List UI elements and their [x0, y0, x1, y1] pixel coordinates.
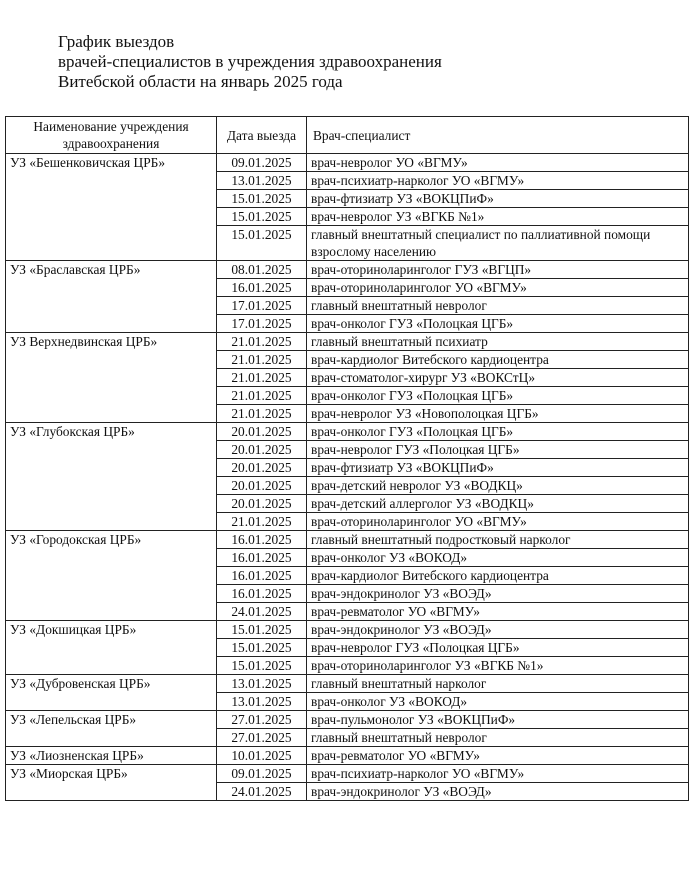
date-cell: 16.01.2025 [217, 567, 307, 585]
doctor-cell: врач-онколог УЗ «ВОКОД» [307, 549, 689, 567]
doctor-cell: врач-психиатр-нарколог УО «ВГМУ» [307, 172, 689, 190]
document-title [58, 32, 442, 92]
date-cell: 21.01.2025 [217, 369, 307, 387]
doctor-cell: главный внештатный нарколог [307, 675, 689, 693]
institution-cell: УЗ «Браславская ЦРБ» [6, 261, 217, 333]
date-cell: 24.01.2025 [217, 603, 307, 621]
doctor-cell: врач-детский аллерголог УЗ «ВОДКЦ» [307, 495, 689, 513]
date-cell: 21.01.2025 [217, 513, 307, 531]
doctor-cell: врач-онколог ГУЗ «Полоцкая ЦГБ» [307, 315, 689, 333]
title-line-1: График выездов [58, 32, 175, 51]
institution-cell: УЗ «Лиозненская ЦРБ» [6, 747, 217, 765]
institution-cell: УЗ «Глубокская ЦРБ» [6, 423, 217, 531]
date-cell: 16.01.2025 [217, 531, 307, 549]
doctor-cell: врач-эндокринолог УЗ «ВОЭД» [307, 621, 689, 639]
date-cell: 20.01.2025 [217, 477, 307, 495]
table-header-row [6, 117, 689, 154]
table-row [6, 531, 689, 549]
table-row [6, 423, 689, 441]
date-cell: 16.01.2025 [217, 279, 307, 297]
doctor-cell: врач-невролог УО «ВГМУ» [307, 154, 689, 172]
header-doctor: Врач-специалист [307, 117, 689, 154]
title-line-2: врачей-специалистов в учреждения здравоохранения [58, 52, 442, 71]
date-cell: 27.01.2025 [217, 729, 307, 747]
date-cell: 24.01.2025 [217, 783, 307, 801]
date-cell: 17.01.2025 [217, 297, 307, 315]
doctor-cell: главный внештатный подростковый нарколог [307, 531, 689, 549]
table-row [6, 675, 689, 693]
doctor-cell: врач-эндокринолог УЗ «ВОЭД» [307, 585, 689, 603]
date-cell: 15.01.2025 [217, 208, 307, 226]
date-cell: 21.01.2025 [217, 351, 307, 369]
doctor-cell: врач-ревматолог УО «ВГМУ» [307, 747, 689, 765]
institution-cell: УЗ «Лепельская ЦРБ» [6, 711, 217, 747]
institution-cell: УЗ «Городокская ЦРБ» [6, 531, 217, 621]
institution-cell: УЗ Верхнедвинская ЦРБ» [6, 333, 217, 423]
table-row [6, 333, 689, 351]
doctor-cell: врач-онколог ГУЗ «Полоцкая ЦГБ» [307, 387, 689, 405]
date-cell: 15.01.2025 [217, 190, 307, 208]
doctor-cell: главный внештатный невролог [307, 729, 689, 747]
date-cell: 20.01.2025 [217, 423, 307, 441]
date-cell: 15.01.2025 [217, 639, 307, 657]
doctor-cell: врач-психиатр-нарколог УО «ВГМУ» [307, 765, 689, 783]
date-cell: 20.01.2025 [217, 441, 307, 459]
date-cell: 21.01.2025 [217, 387, 307, 405]
date-cell: 08.01.2025 [217, 261, 307, 279]
header-date: Дата выезда [217, 117, 307, 154]
doctor-cell: врач-оториноларинголог УО «ВГМУ» [307, 279, 689, 297]
date-cell: 09.01.2025 [217, 154, 307, 172]
institution-cell: УЗ «Бешенковичская ЦРБ» [6, 154, 217, 261]
doctor-cell: главный внештатный психиатр [307, 333, 689, 351]
date-cell: 20.01.2025 [217, 459, 307, 477]
doctor-cell: врач-кардиолог Витебского кардиоцентра [307, 567, 689, 585]
doctor-cell: врач-онколог ГУЗ «Полоцкая ЦГБ» [307, 423, 689, 441]
date-cell: 13.01.2025 [217, 675, 307, 693]
doctor-cell: врач-невролог ГУЗ «Полоцкая ЦГБ» [307, 639, 689, 657]
date-cell: 21.01.2025 [217, 405, 307, 423]
date-cell: 10.01.2025 [217, 747, 307, 765]
doctor-cell: врач-невролог УЗ «Новополоцкая ЦГБ» [307, 405, 689, 423]
date-cell: 13.01.2025 [217, 693, 307, 711]
doctor-cell: врач-стоматолог-хирург УЗ «ВОКСтЦ» [307, 369, 689, 387]
institution-cell: УЗ «Докшицкая ЦРБ» [6, 621, 217, 675]
table-row [6, 621, 689, 639]
table-row [6, 765, 689, 783]
date-cell: 16.01.2025 [217, 585, 307, 603]
doctor-cell: врач-детский невролог УЗ «ВОДКЦ» [307, 477, 689, 495]
doctor-cell: врач-эндокринолог УЗ «ВОЭД» [307, 783, 689, 801]
schedule-body [6, 154, 689, 801]
doctor-cell: врач-невролог ГУЗ «Полоцкая ЦГБ» [307, 441, 689, 459]
header-institution: Наименование учреждения здравоохранения [6, 117, 217, 154]
doctor-cell: главный внештатный специалист по паллиативной помощи взрослому населению [307, 226, 689, 261]
doctor-cell: врач-фтизиатр УЗ «ВОКЦПиФ» [307, 459, 689, 477]
title-line-3: Витебской области на январь 2025 года [58, 72, 343, 91]
doctor-cell: врач-фтизиатр УЗ «ВОКЦПиФ» [307, 190, 689, 208]
institution-cell: УЗ «Дубровенская ЦРБ» [6, 675, 217, 711]
date-cell: 17.01.2025 [217, 315, 307, 333]
doctor-cell: врач-невролог УЗ «ВГКБ №1» [307, 208, 689, 226]
doctor-cell: главный внештатный невролог [307, 297, 689, 315]
date-cell: 27.01.2025 [217, 711, 307, 729]
date-cell: 20.01.2025 [217, 495, 307, 513]
schedule-table [5, 116, 689, 801]
date-cell: 21.01.2025 [217, 333, 307, 351]
date-cell: 15.01.2025 [217, 657, 307, 675]
table-row [6, 261, 689, 279]
doctor-cell: врач-оториноларинголог УЗ «ВГКБ №1» [307, 657, 689, 675]
date-cell: 16.01.2025 [217, 549, 307, 567]
table-row [6, 154, 689, 172]
doctor-cell: врач-оториноларинголог ГУЗ «ВГЦП» [307, 261, 689, 279]
doctor-cell: врач-оториноларинголог УО «ВГМУ» [307, 513, 689, 531]
institution-cell: УЗ «Миорская ЦРБ» [6, 765, 217, 801]
date-cell: 15.01.2025 [217, 226, 307, 261]
doctor-cell: врач-пульмонолог УЗ «ВОКЦПиФ» [307, 711, 689, 729]
date-cell: 13.01.2025 [217, 172, 307, 190]
table-row [6, 747, 689, 765]
table-row [6, 711, 689, 729]
date-cell: 15.01.2025 [217, 621, 307, 639]
date-cell: 09.01.2025 [217, 765, 307, 783]
doctor-cell: врач-ревматолог УО «ВГМУ» [307, 603, 689, 621]
doctor-cell: врач-кардиолог Витебского кардиоцентра [307, 351, 689, 369]
doctor-cell: врач-онколог УЗ «ВОКОД» [307, 693, 689, 711]
